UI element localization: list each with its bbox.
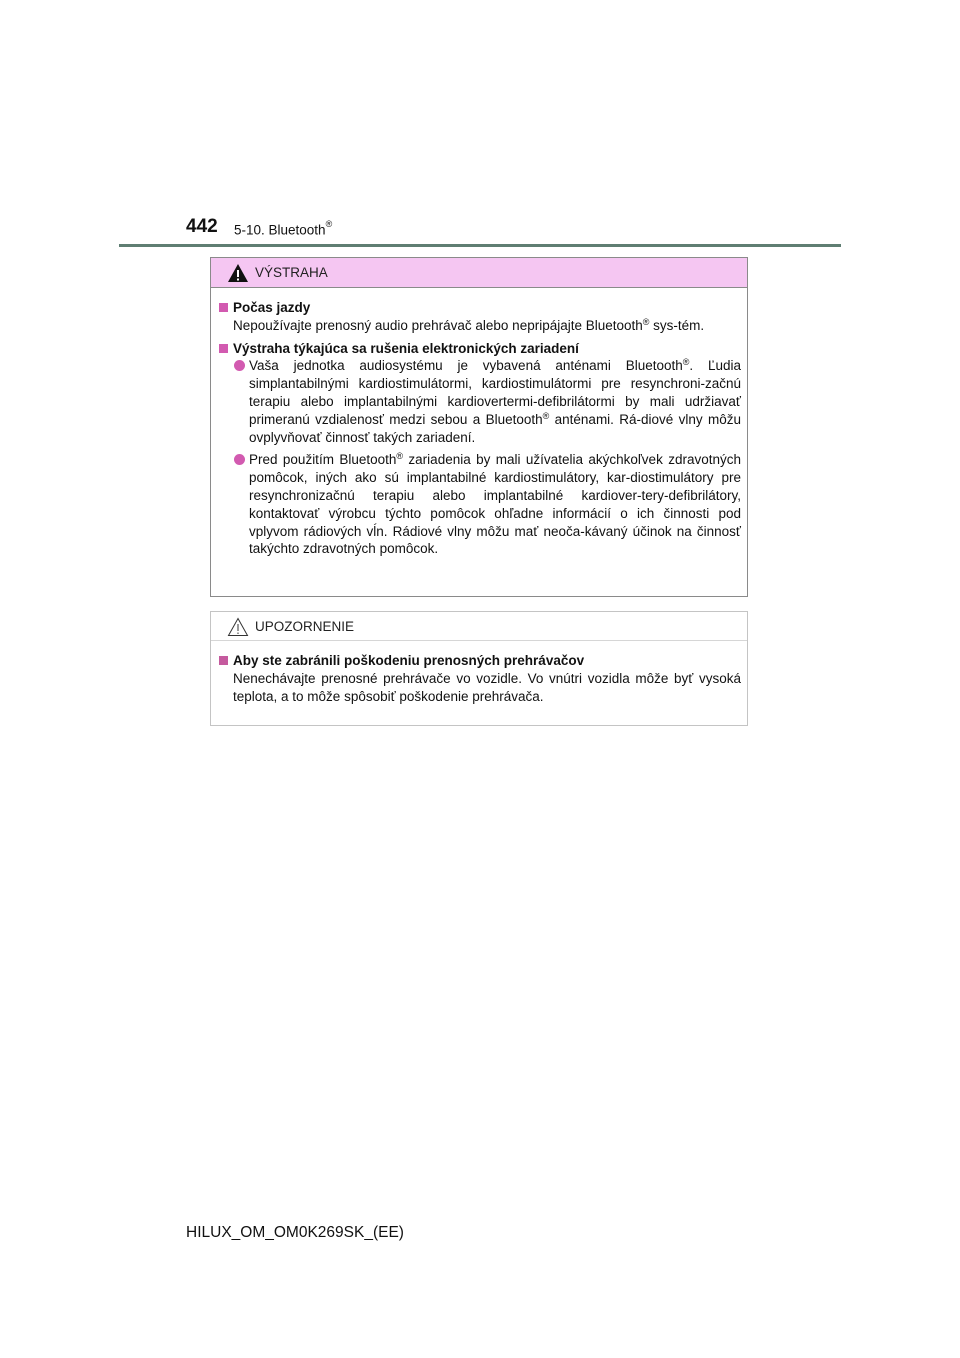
text-part: Pred použitím Bluetooth <box>249 452 397 468</box>
heading-text: Výstraha týkajúca sa rušenia elektronických zariadení <box>233 340 579 356</box>
warning-body <box>211 288 747 558</box>
registered-mark: ® <box>682 357 690 368</box>
caution-text: Nenechávajte prenosné prehrávače vo vozidle. Vo vnútri vozidla môže byť vysoká teplota, a to môže spôsobiť poškodenie prehrávača. <box>233 670 741 704</box>
section-title <box>234 221 332 238</box>
caution-title: UPOZORNENIE <box>255 619 355 634</box>
warning-bullet-medical-devices <box>219 451 741 558</box>
caution-triangle-outline-icon <box>227 617 249 637</box>
warning-triangle-filled-icon <box>227 263 249 283</box>
warning-header <box>211 258 747 288</box>
page-number: 442 <box>186 216 218 237</box>
registered-mark: ® <box>542 410 550 421</box>
heading-text: Počas jazdy <box>233 300 311 315</box>
text-part: sys-tém. <box>649 317 705 333</box>
text-part: Nepoužívajte prenosný audio prehrávač alebo nepripájajte Bluetooth <box>233 317 643 333</box>
round-bullet-icon <box>234 360 245 371</box>
heading-text: Aby ste zabránili poškodeniu prenosných prehrávačov <box>233 653 585 668</box>
text-part: . Ľudia simplantabilnými kardiostimulátormi, kardiostimulátormi pre resynchroni-začnú terapiu alebo implantabilnými kardiovertermi-defibrilátormi by mali udržiavať primeranú vzdialenosť medzi sebou a Bluetooth <box>249 358 741 427</box>
square-bullet-icon <box>219 656 228 665</box>
text-part: zariadenia by mali užívatelia akýchkoľvek zdravotných pomôcok, iných ako sú implantabilné kardiostimulátory, kar-diostimulátory pre resynchronizačnú terapiu alebo implantabilné kardiover-tery-defibrilátory, kontaktovať výrobcu týchto pomôcok ohľadne informácií o ich činnosti pod vplyvom rádiových vĺn. Rádiové vlny môžu mať neoča-kávaný účinok na činnosť takýchto zdravotných pomôcok. <box>249 452 742 557</box>
caution-box <box>210 611 748 726</box>
warning-bullet-antennas <box>219 357 741 446</box>
warning-heading-interference <box>219 340 741 358</box>
registered-mark: ® <box>642 316 650 327</box>
header-rule <box>119 244 841 247</box>
warning-text-driving <box>219 317 741 335</box>
text-part: anténami. Rá-diové vlny môžu ovplyvňovať činnosť takých zariadení. <box>249 411 741 445</box>
square-bullet-icon <box>219 344 228 353</box>
registered-mark: ® <box>325 219 333 229</box>
caution-header <box>211 612 747 641</box>
text-part: Vaša jednotka audiosystému je vybavená anténami Bluetooth <box>249 358 683 374</box>
footer-doc-code: HILUX_OM_OM0K269SK_(EE) <box>186 1224 404 1241</box>
registered-mark: ® <box>396 451 404 462</box>
caution-body <box>211 641 747 705</box>
warning-title: VÝSTRAHA <box>255 265 328 280</box>
section-title-text: 5-10. Bluetooth <box>234 222 326 238</box>
warning-heading-driving <box>219 299 741 317</box>
caution-heading <box>219 652 741 670</box>
round-bullet-icon <box>234 454 245 465</box>
square-bullet-icon <box>219 303 228 312</box>
warning-box <box>210 257 748 597</box>
